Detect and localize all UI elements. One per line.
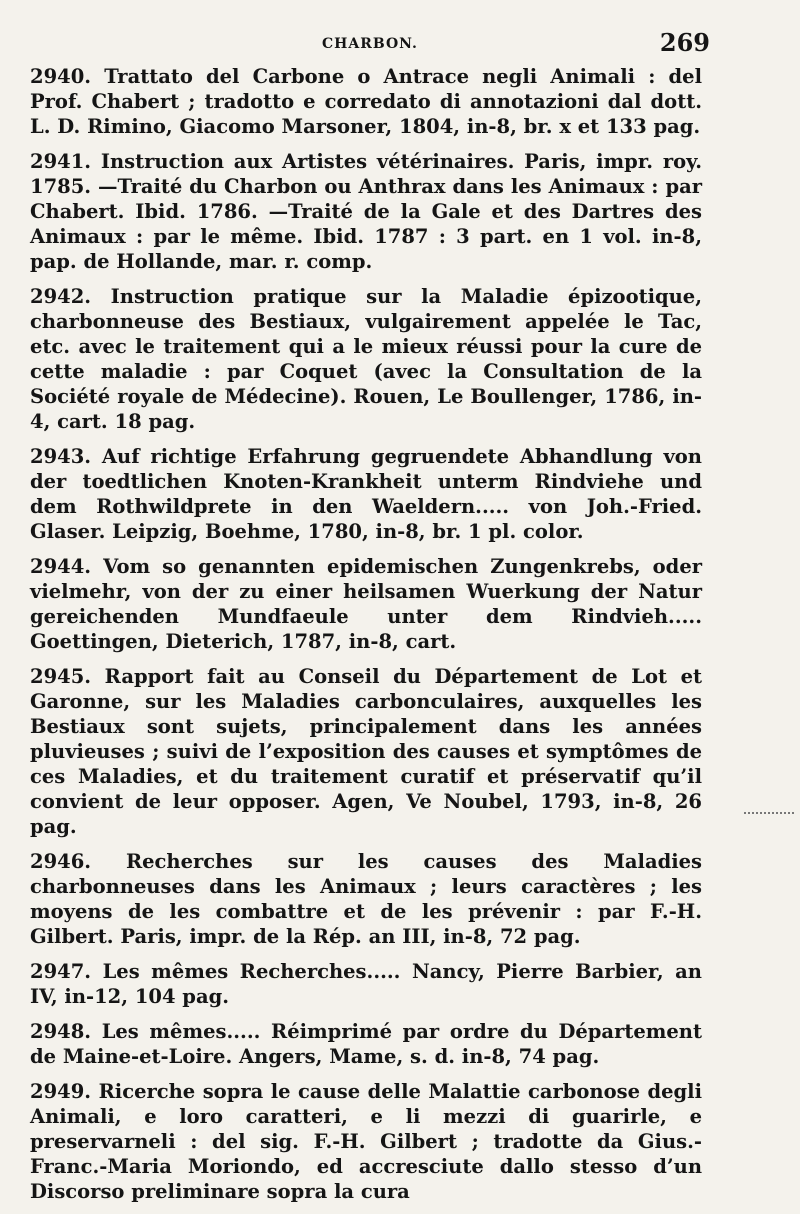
entry-text: Auf richtige Erfahrung gegruendete Abhandlung von der toedtlichen Knoten-Krankheit unterm Rindviehe und dem Rothwildprete in den Waeldern..... von Joh.-Fried. Glaser. Leipzig, Boehme, 1780, in-8, br. 1 pl. color. — [30, 445, 702, 543]
entry-text: Trattato del Carbone o Antrace negli Animali : del Prof. Chabert ; tradotto e corredato di annotazioni dal dott. L. D. Rimino, Giacomo Marsoner, 1804, in-8, br. x et 133 pag. — [30, 65, 702, 138]
bibliography-entry — [30, 554, 702, 654]
entry-text: Recherches sur les causes des Maladies charbonneuses dans les Animaux ; leurs caractères ; les moyens de les combattre et de les prévenir : par F.-H. Gilbert. Paris, impr. de la Rép. an III, in-8, 72 pag. — [30, 850, 703, 948]
entry-number: 2941. — [30, 150, 92, 173]
entry-text: Vom so genannten epidemischen Zungenkrebs, oder vielmehr, von der zu einer heilsamen Wuerkung der Natur gereichenden Mundfaeule unter dem Rindvieh..... Goettingen, Dieterich, 1787, in-8, cart. — [30, 555, 703, 653]
entry-text: Les mêmes..... Réimprimé par ordre du Département de Maine-et-Loire. Angers, Mame, s. d. in-8, 74 pag. — [30, 1020, 702, 1068]
entry-number: 2945. — [30, 665, 92, 688]
entry-number: 2947. — [30, 960, 92, 983]
page-number: 269 — [659, 28, 710, 57]
entry-number: 2943. — [30, 445, 92, 468]
entry-text: Ricerche sopra le cause delle Malattie carbonose degli Animali, e loro caratteri, e li mezzi di guarirle, e preservarneli : del sig. F.-H. Gilbert ; tradotte da Gius.-Franc.-Maria Moriondo, ed accresciute dallo stesso d’un Discorso preliminare sopra la cura — [30, 1080, 702, 1203]
running-title: CHARBON. — [322, 36, 418, 52]
bibliography-entry — [30, 849, 702, 949]
entry-number: 2949. — [30, 1080, 92, 1103]
margin-mark — [744, 812, 794, 820]
bibliography-entry — [30, 284, 702, 434]
entry-number: 2944. — [30, 555, 92, 578]
entry-number: 2946. — [30, 850, 92, 873]
bibliography-entry — [30, 664, 702, 839]
entry-number: 2940. — [30, 65, 92, 88]
entry-text: Instruction aux Artistes vétérinaires. Paris, impr. roy. 1785. —Traité du Charbon ou Anthrax dans les Animaux : par Chabert. Ibid. 1786. —Traité de la Gale et des Dartres des Animaux : par le même. Ibid. 1787 : 3 part. en 1 vol. in-8, pap. de Hollande, mar. r. comp. — [30, 150, 703, 273]
entry-number: 2948. — [30, 1020, 92, 1043]
entry-number: 2942. — [30, 285, 92, 308]
entry-text: Rapport fait au Conseil du Département de Lot et Garonne, sur les Maladies carbonculaires, auxquelles les Bestiaux sont sujets, principalement dans les années pluvieuses ; suivi de l’exposition des causes et symptômes de ces Maladies, et du traitement curatif et préservatif qu’il convient de leur opposer. Agen, Ve Noubel, 1793, in-8, 26 pag. — [30, 665, 702, 838]
bibliography-entry — [30, 444, 702, 544]
bibliography-entry — [30, 1079, 702, 1204]
bibliography-entries — [30, 64, 702, 1214]
entry-text: Instruction pratique sur la Maladie épizootique, charbonneuse des Bestiaux, vulgairement appelée le Tac, etc. avec le traitement qui a le mieux réussi pour la cure de cette maladie : par Coquet (avec la Consultation de la Société royale de Médecine). Rouen, Le Boullenger, 1786, in-4, cart. 18 pag. — [30, 285, 702, 433]
entry-text: Les mêmes Recherches..... Nancy, Pierre Barbier, an IV, in-12, 104 pag. — [30, 960, 702, 1008]
bibliography-entry — [30, 149, 702, 274]
bibliography-entry — [30, 1019, 702, 1069]
bibliography-entry — [30, 959, 702, 1009]
bibliography-entry — [30, 64, 702, 139]
running-head — [54, 28, 710, 58]
